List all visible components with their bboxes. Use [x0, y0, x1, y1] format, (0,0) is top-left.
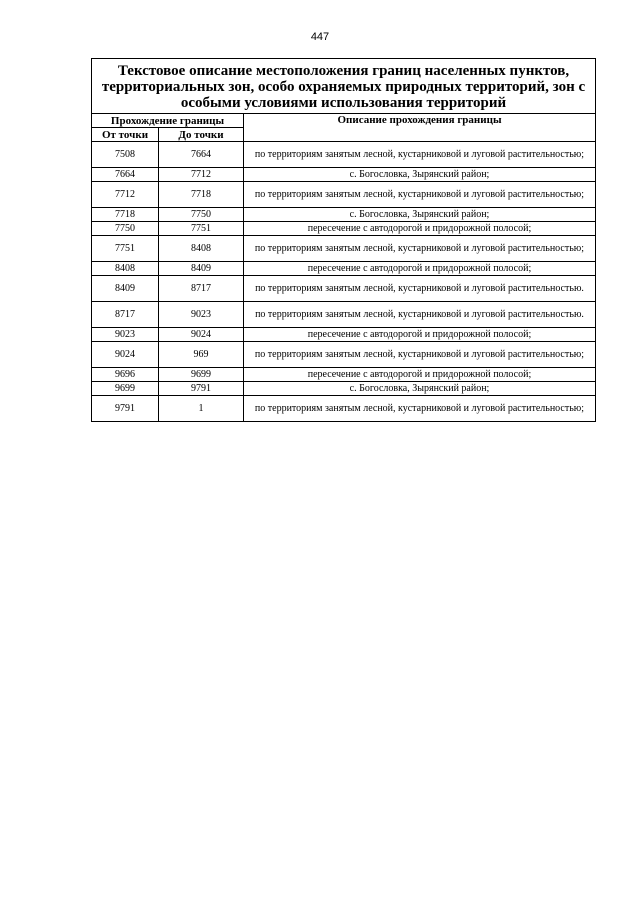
description-cell: пересечение с автодорогой и придорожной полосой; — [244, 262, 596, 276]
from-point-cell: 8409 — [92, 276, 159, 302]
table-body — [92, 142, 596, 422]
to-point-cell: 969 — [159, 342, 244, 368]
header-to-point: До точки — [159, 128, 244, 142]
from-point-cell: 8408 — [92, 262, 159, 276]
to-point-cell: 9023 — [159, 302, 244, 328]
to-point-cell: 9791 — [159, 382, 244, 396]
table-row — [92, 368, 596, 382]
table-row — [92, 208, 596, 222]
description-cell: пересечение с автодорогой и придорожной полосой; — [244, 328, 596, 342]
table-row — [92, 328, 596, 342]
to-point-cell: 7718 — [159, 182, 244, 208]
page-number: 447 — [310, 31, 330, 43]
table-row — [92, 168, 596, 182]
to-point-cell: 8408 — [159, 236, 244, 262]
from-point-cell: 7508 — [92, 142, 159, 168]
table-row — [92, 142, 596, 168]
table-row — [92, 222, 596, 236]
description-cell: по территориям занятым лесной, кустарниковой и луговой растительностью. — [244, 276, 596, 302]
from-point-cell: 7718 — [92, 208, 159, 222]
header-boundary-passage: Прохождение границы — [92, 114, 244, 128]
table-row — [92, 236, 596, 262]
from-point-cell: 9024 — [92, 342, 159, 368]
table-row — [92, 302, 596, 328]
description-cell: пересечение с автодорогой и придорожной полосой; — [244, 222, 596, 236]
description-cell: по территориям занятым лесной, кустарниковой и луговой растительностью. — [244, 302, 596, 328]
to-point-cell: 8717 — [159, 276, 244, 302]
from-point-cell: 9696 — [92, 368, 159, 382]
to-point-cell: 8409 — [159, 262, 244, 276]
description-cell: с. Богословка, Зырянский район; — [244, 208, 596, 222]
to-point-cell: 7664 — [159, 142, 244, 168]
from-point-cell: 7751 — [92, 236, 159, 262]
table-row — [92, 182, 596, 208]
description-cell: по территориям занятым лесной, кустарниковой и луговой растительностью; — [244, 236, 596, 262]
description-cell: по территориям занятым лесной, кустарниковой и луговой растительностью; — [244, 396, 596, 422]
description-cell: по территориям занятым лесной, кустарниковой и луговой растительностью; — [244, 142, 596, 168]
table-row — [92, 396, 596, 422]
description-cell: по территориям занятым лесной, кустарниковой и луговой растительностью; — [244, 182, 596, 208]
description-cell: с. Богословка, Зырянский район; — [244, 382, 596, 396]
to-point-cell: 9699 — [159, 368, 244, 382]
from-point-cell: 7712 — [92, 182, 159, 208]
to-point-cell: 1 — [159, 396, 244, 422]
to-point-cell: 7751 — [159, 222, 244, 236]
from-point-cell: 7750 — [92, 222, 159, 236]
description-cell: с. Богословка, Зырянский район; — [244, 168, 596, 182]
table-row — [92, 382, 596, 396]
to-point-cell: 9024 — [159, 328, 244, 342]
table-title: Текстовое описание местоположения границ населенных пунктов, территориальных зон, особо охраняемых природных территорий, зон с особыми условиями использования территорий — [92, 59, 596, 114]
table-row — [92, 342, 596, 368]
header-from-point: От точки — [92, 128, 159, 142]
table-row — [92, 262, 596, 276]
from-point-cell: 7664 — [92, 168, 159, 182]
to-point-cell: 7750 — [159, 208, 244, 222]
table-row — [92, 276, 596, 302]
description-cell: пересечение с автодорогой и придорожной полосой; — [244, 368, 596, 382]
from-point-cell: 9699 — [92, 382, 159, 396]
from-point-cell: 9791 — [92, 396, 159, 422]
boundary-description-table — [91, 58, 596, 422]
from-point-cell: 9023 — [92, 328, 159, 342]
from-point-cell: 8717 — [92, 302, 159, 328]
description-cell: по территориям занятым лесной, кустарниковой и луговой растительностью; — [244, 342, 596, 368]
to-point-cell: 7712 — [159, 168, 244, 182]
header-description: Описание прохождения границы — [244, 114, 596, 142]
